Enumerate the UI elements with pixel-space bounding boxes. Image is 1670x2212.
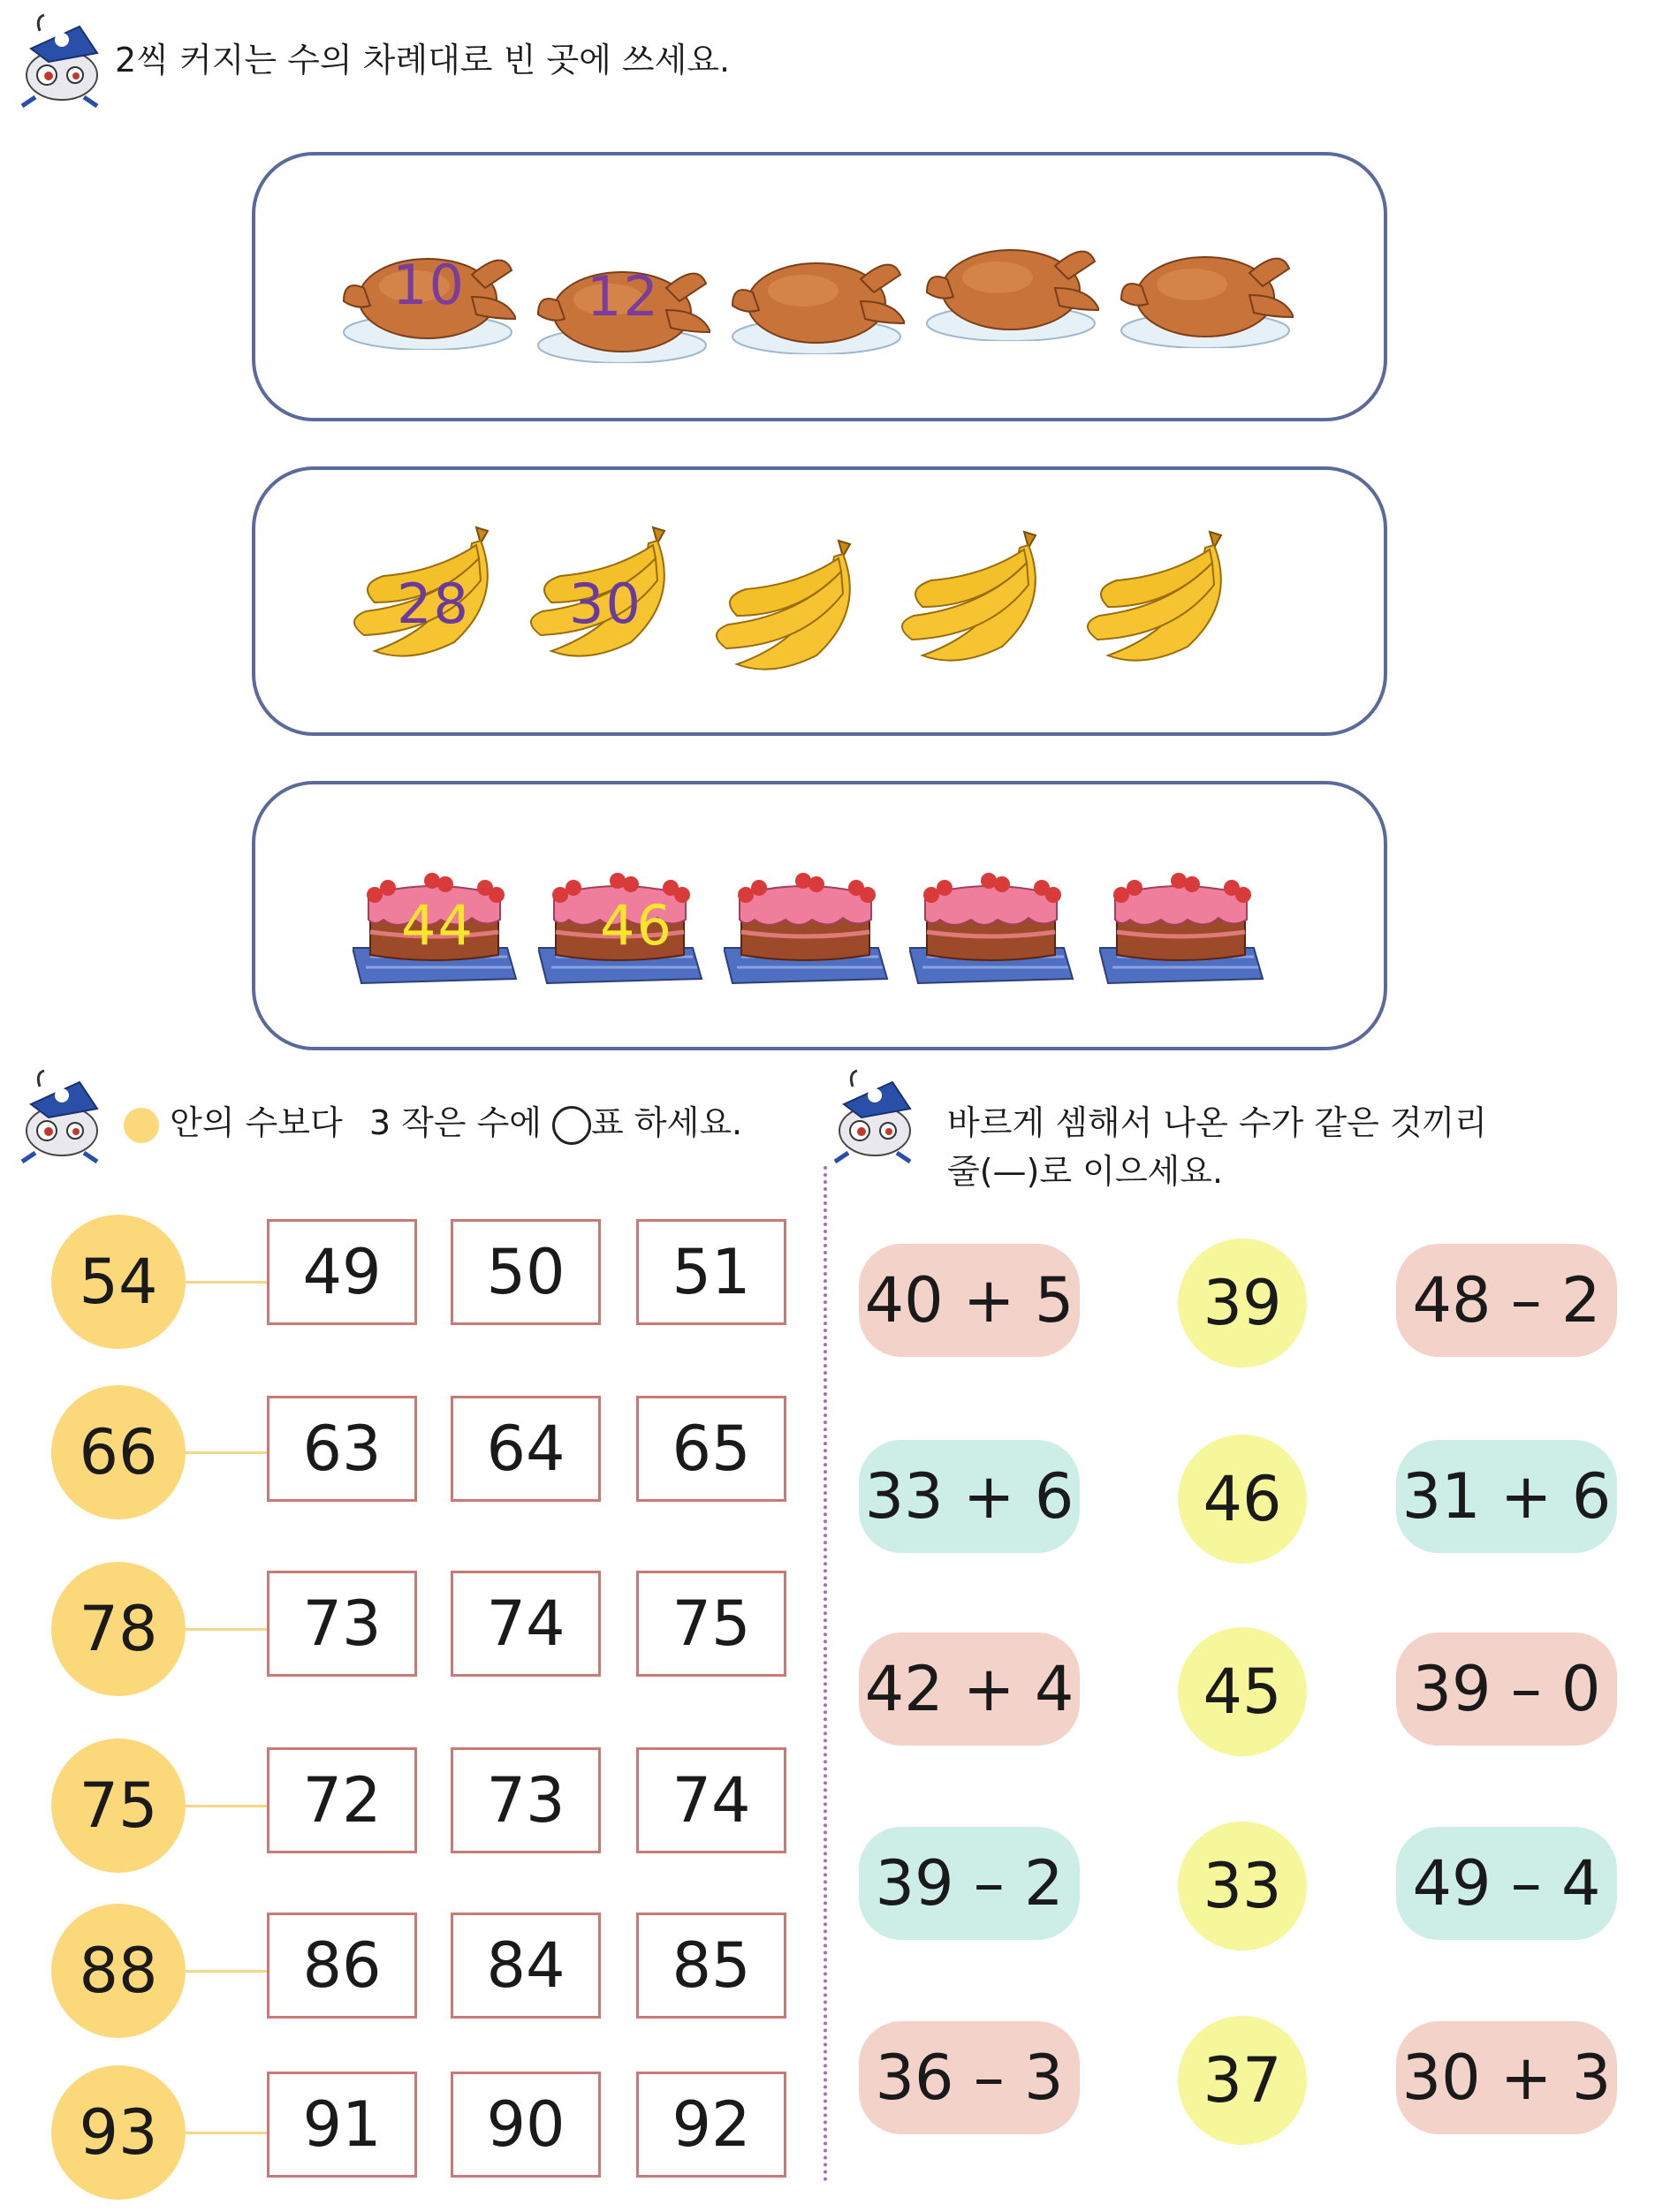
answer-circle[interactable]: 45 bbox=[1178, 1627, 1307, 1756]
section1-instruction: 2씩 커지는 수의 차례대로 빈 곳에 쓰세요. bbox=[115, 41, 731, 80]
sequence-number: 10 bbox=[392, 253, 466, 317]
choice-box[interactable]: 64 bbox=[451, 1396, 601, 1502]
sequence-item bbox=[353, 860, 520, 991]
answer-circle[interactable]: 39 bbox=[1178, 1239, 1307, 1367]
instruction-number: 3 bbox=[368, 1103, 391, 1142]
section2-instruction bbox=[124, 1100, 742, 1146]
sequence-item bbox=[339, 235, 516, 353]
choice-box[interactable]: 90 bbox=[451, 2072, 601, 2178]
sequence-item bbox=[534, 248, 710, 367]
choice-box[interactable]: 73 bbox=[267, 1571, 417, 1677]
choice-box[interactable]: 84 bbox=[451, 1913, 601, 2019]
sequence-box-chicken bbox=[252, 152, 1387, 421]
choice-box[interactable]: 85 bbox=[636, 1913, 786, 2019]
sequence-box-banana bbox=[252, 466, 1387, 736]
connector-line bbox=[186, 1970, 267, 1973]
sequence-box-cake bbox=[252, 781, 1387, 1050]
chicken-icon bbox=[728, 239, 905, 354]
sequence-item bbox=[538, 860, 706, 991]
banana-icon bbox=[1073, 523, 1236, 678]
expression-pill-left[interactable]: 42 + 4 bbox=[859, 1632, 1080, 1746]
cake-icon bbox=[724, 860, 892, 988]
choice-box[interactable]: 63 bbox=[267, 1396, 417, 1502]
choice-box[interactable]: 49 bbox=[267, 1219, 417, 1325]
expression-pill-right[interactable]: 31 + 6 bbox=[1396, 1440, 1617, 1553]
given-number-circle: 88 bbox=[51, 1904, 186, 2038]
sequence-item-blank[interactable] bbox=[1117, 233, 1294, 352]
sequence-item-blank[interactable] bbox=[887, 523, 1051, 681]
mascot-icon bbox=[13, 13, 110, 110]
choice-box[interactable]: 72 bbox=[267, 1747, 417, 1853]
section3-instruction-line2: 줄(—)로 이으세요. bbox=[947, 1152, 1224, 1191]
connector-line bbox=[186, 1628, 267, 1631]
choice-box[interactable]: 73 bbox=[451, 1747, 601, 1853]
expression-pill-left[interactable]: 33 + 6 bbox=[859, 1440, 1080, 1553]
connector-line bbox=[186, 1805, 267, 1807]
expression-pill-right[interactable]: 39 – 0 bbox=[1396, 1632, 1617, 1746]
sequence-item bbox=[339, 519, 503, 677]
answer-circle[interactable]: 46 bbox=[1178, 1435, 1307, 1564]
section3-instruction-line1: 바르게 셈해서 나온 수가 같은 것끼리 bbox=[947, 1103, 1488, 1142]
given-number-circle: 75 bbox=[51, 1739, 186, 1873]
instruction-text: 표 하세요. bbox=[591, 1103, 743, 1142]
given-number-circle: 54 bbox=[51, 1215, 186, 1349]
connector-line bbox=[186, 1451, 267, 1454]
instruction-text: 안의 수보다 bbox=[170, 1103, 343, 1142]
sequence-number: 46 bbox=[600, 893, 673, 958]
cake-icon bbox=[909, 860, 1077, 988]
sequence-item-blank[interactable] bbox=[909, 860, 1077, 991]
given-number-circle: 78 bbox=[51, 1562, 186, 1696]
chicken-icon bbox=[922, 226, 1099, 341]
answer-circle[interactable]: 37 bbox=[1178, 2016, 1307, 2145]
cake-icon bbox=[1099, 860, 1267, 988]
banana-icon bbox=[887, 523, 1051, 678]
choice-box[interactable]: 75 bbox=[636, 1571, 786, 1677]
expression-pill-right[interactable]: 30 + 3 bbox=[1396, 2021, 1617, 2134]
sequence-item-blank[interactable] bbox=[922, 226, 1099, 345]
sequence-item-blank[interactable] bbox=[702, 532, 865, 690]
choice-box[interactable]: 74 bbox=[636, 1747, 786, 1853]
sequence-number: 30 bbox=[569, 572, 642, 636]
given-number-circle: 66 bbox=[51, 1385, 186, 1519]
connector-line bbox=[186, 1281, 267, 1284]
choice-box[interactable]: 51 bbox=[636, 1219, 786, 1325]
sequence-number: 12 bbox=[587, 264, 660, 329]
mascot-icon bbox=[13, 1069, 110, 1166]
expression-pill-left[interactable]: 39 – 2 bbox=[859, 1827, 1080, 1940]
chicken-icon bbox=[1117, 233, 1294, 348]
sequence-number: 28 bbox=[397, 572, 470, 636]
mascot-icon bbox=[826, 1069, 923, 1166]
banana-icon bbox=[702, 532, 865, 686]
section-divider bbox=[824, 1166, 827, 2182]
sequence-item-blank[interactable] bbox=[724, 860, 892, 991]
connector-line bbox=[186, 2132, 267, 2134]
expression-pill-left[interactable]: 36 – 3 bbox=[859, 2021, 1080, 2134]
choice-box[interactable]: 86 bbox=[267, 1913, 417, 2019]
expression-pill-right[interactable]: 48 – 2 bbox=[1396, 1244, 1617, 1357]
sequence-item-blank[interactable] bbox=[1073, 523, 1236, 681]
expression-pill-right[interactable]: 49 – 4 bbox=[1396, 1827, 1617, 1940]
given-number-circle: 93 bbox=[51, 2065, 186, 2200]
choice-box[interactable]: 74 bbox=[451, 1571, 601, 1677]
choice-box[interactable]: 92 bbox=[636, 2072, 786, 2178]
choice-box[interactable]: 65 bbox=[636, 1396, 786, 1502]
choice-box[interactable]: 50 bbox=[451, 1219, 601, 1325]
sequence-item-blank[interactable] bbox=[1099, 860, 1267, 991]
sequence-item-blank[interactable] bbox=[728, 239, 905, 358]
yellow-circle-icon bbox=[124, 1108, 159, 1143]
instruction-text: 작은 수에 bbox=[401, 1103, 543, 1142]
circle-mark-icon bbox=[552, 1106, 591, 1145]
choice-box[interactable]: 91 bbox=[267, 2072, 417, 2178]
answer-circle[interactable]: 33 bbox=[1178, 1822, 1307, 1951]
expression-pill-left[interactable]: 40 + 5 bbox=[859, 1244, 1080, 1357]
sequence-number: 44 bbox=[401, 893, 474, 958]
sequence-item bbox=[516, 519, 679, 677]
